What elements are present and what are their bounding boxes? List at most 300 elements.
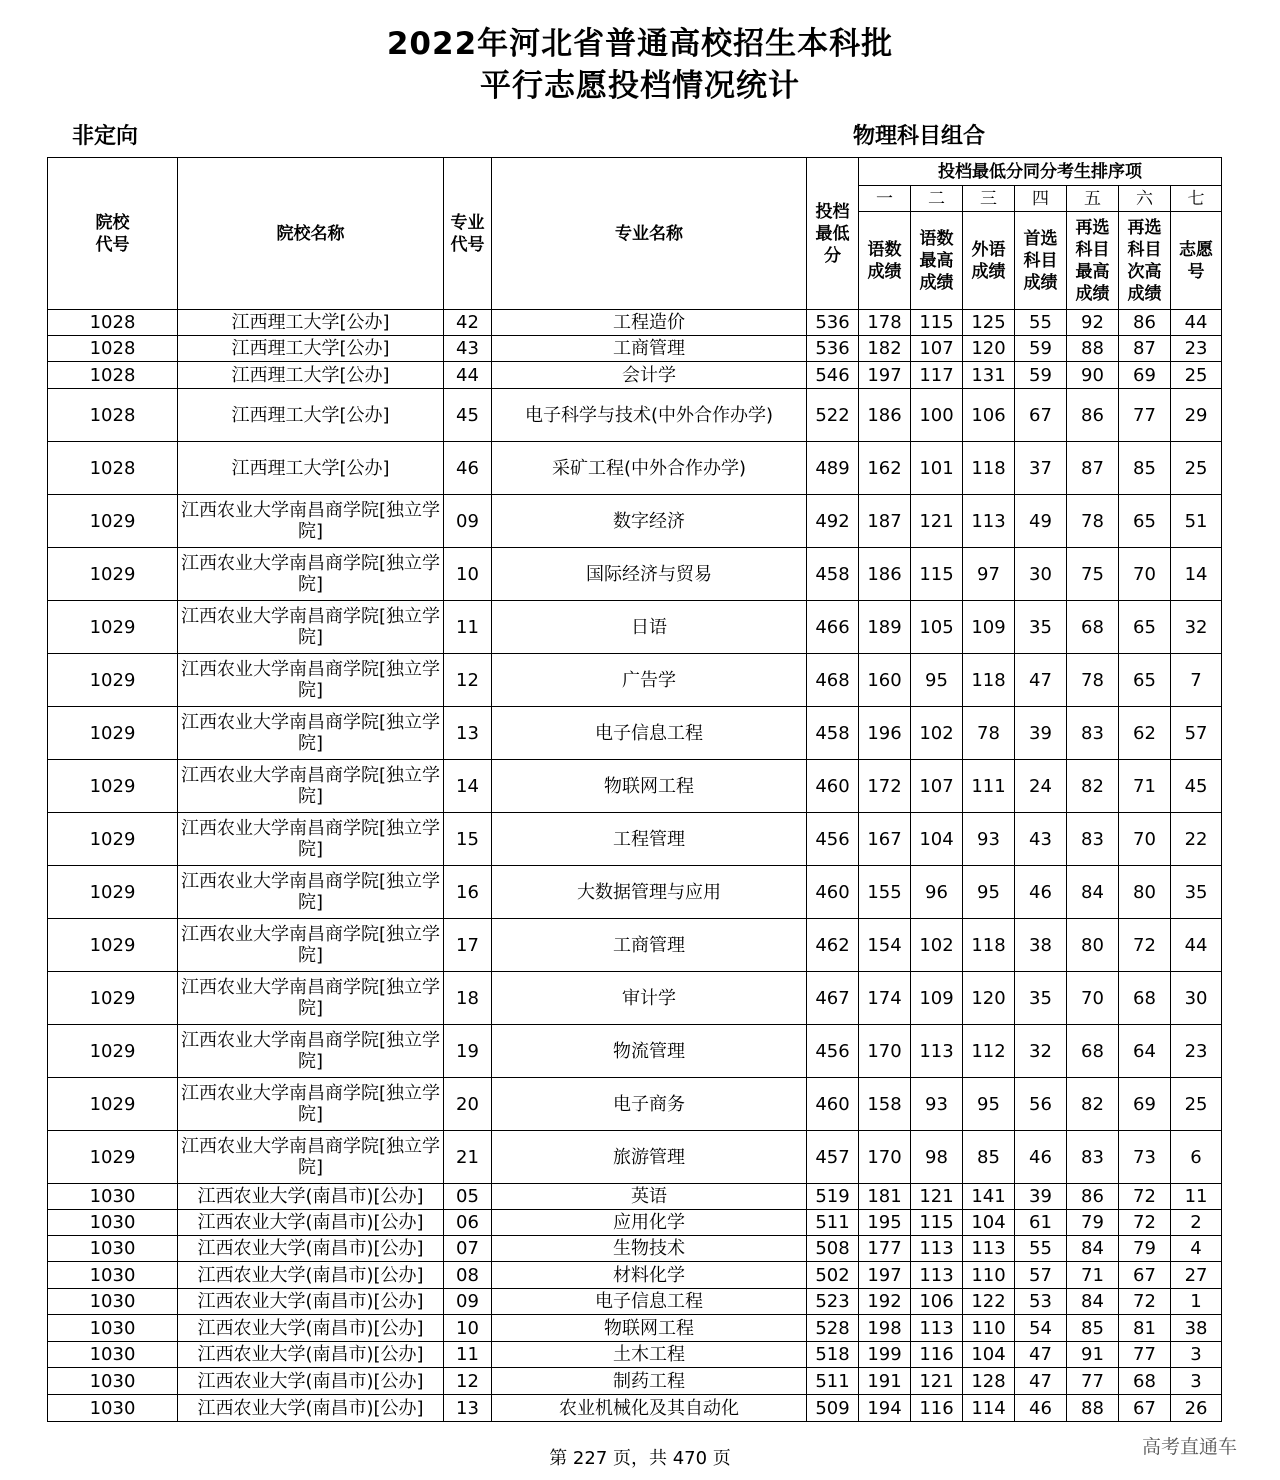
table-cell: 92 [1067, 310, 1119, 336]
page-subtitle: 平行志愿投档情况统计 [480, 68, 800, 104]
table-cell: 30 [1015, 548, 1067, 601]
table-cell: 12 [444, 654, 492, 707]
admission-table [47, 157, 1222, 1422]
table-cell: 09 [444, 495, 492, 548]
table-row [48, 919, 1222, 972]
table-cell: 170 [859, 1025, 911, 1078]
table-row [48, 1184, 1222, 1210]
table-cell: 115 [911, 548, 963, 601]
table-cell: 113 [963, 1236, 1015, 1262]
table-cell: 审计学 [492, 972, 807, 1025]
table-cell: 95 [911, 654, 963, 707]
table-cell: 13 [444, 1395, 492, 1422]
table-cell: 519 [807, 1184, 859, 1210]
table-cell: 115 [911, 1210, 963, 1236]
table-cell: 79 [1067, 1210, 1119, 1236]
table-cell: 14 [1171, 548, 1222, 601]
table-cell: 旅游管理 [492, 1131, 807, 1184]
table-cell: 45 [444, 389, 492, 442]
table-cell: 96 [911, 866, 963, 919]
table-cell: 江西农业大学(南昌市)[公办] [178, 1262, 444, 1289]
table-cell: 468 [807, 654, 859, 707]
table-cell: 186 [859, 389, 911, 442]
table-cell: 186 [859, 548, 911, 601]
table-cell: 118 [963, 442, 1015, 495]
table-cell: 1029 [48, 601, 178, 654]
table-cell: 07 [444, 1236, 492, 1262]
table-cell: 178 [859, 310, 911, 336]
table-cell: 121 [911, 495, 963, 548]
table-cell: 1029 [48, 813, 178, 866]
table-cell: 71 [1067, 1262, 1119, 1289]
table-cell: 江西农业大学南昌商学院[独立学院] [178, 601, 444, 654]
table-cell: 79 [1119, 1236, 1171, 1262]
table-cell: 电子信息工程 [492, 1289, 807, 1315]
table-cell: 87 [1119, 336, 1171, 362]
table-cell: 05 [444, 1184, 492, 1210]
table-cell: 141 [963, 1184, 1015, 1210]
table-cell: 536 [807, 336, 859, 362]
table-row [48, 813, 1222, 866]
table-cell: 数字经济 [492, 495, 807, 548]
table-row [48, 1315, 1222, 1342]
table-cell: 84 [1067, 866, 1119, 919]
table-cell: 1030 [48, 1342, 178, 1368]
table-cell: 1029 [48, 919, 178, 972]
table-cell: 1030 [48, 1395, 178, 1422]
table-cell: 工程造价 [492, 310, 807, 336]
table-cell: 72 [1119, 919, 1171, 972]
header-tiebreak-group: 投档最低分同分考生排序项 [859, 158, 1222, 186]
table-row [48, 442, 1222, 495]
table-cell: 68 [1119, 972, 1171, 1025]
table-cell: 162 [859, 442, 911, 495]
table-cell: 95 [963, 866, 1015, 919]
table-cell: 106 [963, 389, 1015, 442]
header-order-label: 四 [1015, 186, 1067, 212]
table-cell: 06 [444, 1210, 492, 1236]
table-cell: 39 [1015, 707, 1067, 760]
table-cell: 72 [1119, 1289, 1171, 1315]
table-cell: 109 [963, 601, 1015, 654]
table-cell: 104 [911, 813, 963, 866]
table-row [48, 495, 1222, 548]
table-cell: 44 [1171, 310, 1222, 336]
table-cell: 09 [444, 1289, 492, 1315]
table-cell: 江西农业大学南昌商学院[独立学院] [178, 760, 444, 813]
table-cell: 102 [911, 919, 963, 972]
table-cell: 1029 [48, 654, 178, 707]
table-cell: 65 [1119, 601, 1171, 654]
table-cell: 24 [1015, 760, 1067, 813]
table-cell: 11 [444, 601, 492, 654]
header-sub-label: 再选 科目 最高 成绩 [1067, 212, 1119, 310]
table-cell: 522 [807, 389, 859, 442]
table-row [48, 1078, 1222, 1131]
table-cell: 194 [859, 1395, 911, 1422]
table-cell: 113 [911, 1025, 963, 1078]
table-cell: 155 [859, 866, 911, 919]
table-cell: 生物技术 [492, 1236, 807, 1262]
table-cell: 104 [963, 1342, 1015, 1368]
table-cell: 546 [807, 362, 859, 389]
table-cell: 115 [911, 310, 963, 336]
table-cell: 170 [859, 1131, 911, 1184]
table-cell: 511 [807, 1210, 859, 1236]
table-cell: 85 [1119, 442, 1171, 495]
table-cell: 198 [859, 1315, 911, 1342]
table-cell: 1030 [48, 1236, 178, 1262]
table-cell: 177 [859, 1236, 911, 1262]
table-cell: 12 [444, 1368, 492, 1395]
table-cell: 10 [444, 548, 492, 601]
table-cell: 7 [1171, 654, 1222, 707]
table-cell: 38 [1015, 919, 1067, 972]
table-cell: 107 [911, 336, 963, 362]
page-number: 第 227 页，共 470 页 [549, 1448, 731, 1469]
table-row [48, 707, 1222, 760]
table-cell: 1029 [48, 548, 178, 601]
table-cell: 77 [1119, 389, 1171, 442]
table-cell: 17 [444, 919, 492, 972]
table-body [48, 310, 1222, 1422]
table-cell: 大数据管理与应用 [492, 866, 807, 919]
table-cell: 80 [1119, 866, 1171, 919]
table-cell: 85 [963, 1131, 1015, 1184]
subject-combination-label: 物理科目组合 [853, 124, 986, 149]
table-cell: 江西农业大学南昌商学院[独立学院] [178, 919, 444, 972]
table-cell: 日语 [492, 601, 807, 654]
table-cell: 44 [1171, 919, 1222, 972]
table-cell: 71 [1119, 760, 1171, 813]
table-cell: 20 [444, 1078, 492, 1131]
table-cell: 江西农业大学(南昌市)[公办] [178, 1184, 444, 1210]
table-cell: 1028 [48, 389, 178, 442]
table-cell: 江西理工大学[公办] [178, 389, 444, 442]
table-cell: 73 [1119, 1131, 1171, 1184]
table-cell: 174 [859, 972, 911, 1025]
table-cell: 83 [1067, 1131, 1119, 1184]
header-order-label: 三 [963, 186, 1015, 212]
category-label: 非定向 [72, 124, 139, 149]
header-major-name: 专业名称 [492, 158, 807, 310]
table-cell: 35 [1015, 601, 1067, 654]
table-cell: 1030 [48, 1289, 178, 1315]
table-cell: 69 [1119, 1078, 1171, 1131]
table-cell: 82 [1067, 1078, 1119, 1131]
table-cell: 88 [1067, 336, 1119, 362]
table-cell: 32 [1171, 601, 1222, 654]
header-school-name: 院校名称 [178, 158, 444, 310]
table-cell: 113 [963, 495, 1015, 548]
table-cell: 江西农业大学(南昌市)[公办] [178, 1315, 444, 1342]
table-row [48, 336, 1222, 362]
table-header [48, 158, 1222, 310]
table-cell: 49 [1015, 495, 1067, 548]
table-cell: 采矿工程(中外合作办学) [492, 442, 807, 495]
table-cell: 土木工程 [492, 1342, 807, 1368]
table-cell: 523 [807, 1289, 859, 1315]
table-cell: 10 [444, 1315, 492, 1342]
table-cell: 1028 [48, 336, 178, 362]
table-cell: 460 [807, 866, 859, 919]
table-cell: 128 [963, 1368, 1015, 1395]
table-cell: 43 [444, 336, 492, 362]
table-cell: 3 [1171, 1342, 1222, 1368]
table-cell: 江西农业大学(南昌市)[公办] [178, 1289, 444, 1315]
table-cell: 121 [911, 1184, 963, 1210]
table-cell: 25 [1171, 442, 1222, 495]
table-cell: 65 [1119, 495, 1171, 548]
table-cell: 物联网工程 [492, 760, 807, 813]
table-cell: 62 [1119, 707, 1171, 760]
table-cell: 江西农业大学南昌商学院[独立学院] [178, 866, 444, 919]
table-cell: 物联网工程 [492, 1315, 807, 1342]
table-cell: 68 [1067, 1025, 1119, 1078]
table-cell: 518 [807, 1342, 859, 1368]
table-cell: 456 [807, 1025, 859, 1078]
table-cell: 57 [1171, 707, 1222, 760]
table-cell: 458 [807, 548, 859, 601]
table-cell: 19 [444, 1025, 492, 1078]
table-cell: 78 [1067, 654, 1119, 707]
table-cell: 64 [1119, 1025, 1171, 1078]
table-cell: 1029 [48, 1078, 178, 1131]
table-cell: 55 [1015, 1236, 1067, 1262]
table-cell: 1030 [48, 1368, 178, 1395]
watermark: 高考直通车 [1142, 1436, 1238, 1458]
table-cell: 电子商务 [492, 1078, 807, 1131]
table-cell: 88 [1067, 1395, 1119, 1422]
table-cell: 187 [859, 495, 911, 548]
table-cell: 47 [1015, 1368, 1067, 1395]
table-cell: 105 [911, 601, 963, 654]
table-cell: 1029 [48, 1131, 178, 1184]
table-cell: 1028 [48, 442, 178, 495]
header-order-label: 六 [1119, 186, 1171, 212]
table-cell: 46 [1015, 1395, 1067, 1422]
table-cell: 46 [1015, 1131, 1067, 1184]
table-cell: 467 [807, 972, 859, 1025]
table-cell: 59 [1015, 362, 1067, 389]
table-cell: 100 [911, 389, 963, 442]
table-row [48, 972, 1222, 1025]
table-cell: 492 [807, 495, 859, 548]
table-cell: 102 [911, 707, 963, 760]
table-cell: 1029 [48, 707, 178, 760]
header-order-label: 五 [1067, 186, 1119, 212]
table-cell: 1030 [48, 1210, 178, 1236]
table-row [48, 1210, 1222, 1236]
table-cell: 32 [1015, 1025, 1067, 1078]
table-cell: 1028 [48, 310, 178, 336]
table-cell: 21 [444, 1131, 492, 1184]
header-sub-label: 志愿 号 [1171, 212, 1222, 310]
table-cell: 111 [963, 760, 1015, 813]
table-cell: 29 [1171, 389, 1222, 442]
table-cell: 78 [1067, 495, 1119, 548]
table-cell: 江西农业大学南昌商学院[独立学院] [178, 1131, 444, 1184]
table-cell: 江西农业大学南昌商学院[独立学院] [178, 707, 444, 760]
table-cell: 113 [911, 1315, 963, 1342]
table-cell: 43 [1015, 813, 1067, 866]
table-cell: 82 [1067, 760, 1119, 813]
table-cell: 14 [444, 760, 492, 813]
table-cell: 1029 [48, 760, 178, 813]
table-cell: 江西农业大学南昌商学院[独立学院] [178, 495, 444, 548]
table-row [48, 1289, 1222, 1315]
table-cell: 53 [1015, 1289, 1067, 1315]
table-cell: 27 [1171, 1262, 1222, 1289]
table-cell: 56 [1015, 1078, 1067, 1131]
table-cell: 江西农业大学南昌商学院[独立学院] [178, 548, 444, 601]
table-cell: 工程管理 [492, 813, 807, 866]
table-cell: 江西理工大学[公办] [178, 310, 444, 336]
table-cell: 458 [807, 707, 859, 760]
table-cell: 69 [1119, 362, 1171, 389]
table-cell: 江西农业大学南昌商学院[独立学院] [178, 813, 444, 866]
table-row [48, 1262, 1222, 1289]
table-cell: 13 [444, 707, 492, 760]
table-row [48, 310, 1222, 336]
table-cell: 508 [807, 1236, 859, 1262]
table-cell: 3 [1171, 1368, 1222, 1395]
table-cell: 117 [911, 362, 963, 389]
table-cell: 189 [859, 601, 911, 654]
table-cell: 44 [444, 362, 492, 389]
table-cell: 70 [1067, 972, 1119, 1025]
table-cell: 江西理工大学[公办] [178, 336, 444, 362]
table-cell: 109 [911, 972, 963, 1025]
table-cell: 材料化学 [492, 1262, 807, 1289]
table-cell: 江西理工大学[公办] [178, 442, 444, 495]
table-cell: 116 [911, 1395, 963, 1422]
table-cell: 08 [444, 1262, 492, 1289]
table-row [48, 1236, 1222, 1262]
table-cell: 120 [963, 972, 1015, 1025]
header-sub-label: 语数 最高 成绩 [911, 212, 963, 310]
table-cell: 2 [1171, 1210, 1222, 1236]
table-row [48, 1342, 1222, 1368]
table-cell: 67 [1015, 389, 1067, 442]
table-cell: 104 [963, 1210, 1015, 1236]
table-cell: 98 [911, 1131, 963, 1184]
table-cell: 528 [807, 1315, 859, 1342]
header-order-label: 一 [859, 186, 911, 212]
table-cell: 江西农业大学(南昌市)[公办] [178, 1342, 444, 1368]
table-cell: 489 [807, 442, 859, 495]
table-cell: 457 [807, 1131, 859, 1184]
table-cell: 江西理工大学[公办] [178, 362, 444, 389]
table-cell: 172 [859, 760, 911, 813]
table-cell: 67 [1119, 1262, 1171, 1289]
table-cell: 江西农业大学南昌商学院[独立学院] [178, 1025, 444, 1078]
table-cell: 72 [1119, 1210, 1171, 1236]
table-cell: 江西农业大学(南昌市)[公办] [178, 1368, 444, 1395]
table-cell: 118 [963, 919, 1015, 972]
table-cell: 55 [1015, 310, 1067, 336]
table-cell: 154 [859, 919, 911, 972]
table-cell: 158 [859, 1078, 911, 1131]
table-cell: 121 [911, 1368, 963, 1395]
table-cell: 47 [1015, 654, 1067, 707]
table-cell: 181 [859, 1184, 911, 1210]
table-cell: 1 [1171, 1289, 1222, 1315]
table-cell: 83 [1067, 813, 1119, 866]
table-cell: 122 [963, 1289, 1015, 1315]
table-cell: 23 [1171, 336, 1222, 362]
table-cell: 462 [807, 919, 859, 972]
table-cell: 物流管理 [492, 1025, 807, 1078]
table-cell: 192 [859, 1289, 911, 1315]
table-cell: 511 [807, 1368, 859, 1395]
table-cell: 广告学 [492, 654, 807, 707]
table-cell: 120 [963, 336, 1015, 362]
table-cell: 70 [1119, 813, 1171, 866]
table-cell: 118 [963, 654, 1015, 707]
table-cell: 1029 [48, 1025, 178, 1078]
table-cell: 81 [1119, 1315, 1171, 1342]
table-cell: 86 [1067, 1184, 1119, 1210]
table-cell: 77 [1119, 1342, 1171, 1368]
table-cell: 18 [444, 972, 492, 1025]
header-sub-label: 再选 科目 次高 成绩 [1119, 212, 1171, 310]
table-cell: 106 [911, 1289, 963, 1315]
table-cell: 87 [1067, 442, 1119, 495]
table-cell: 45 [1171, 760, 1222, 813]
table-cell: 37 [1015, 442, 1067, 495]
table-cell: 15 [444, 813, 492, 866]
table-cell: 116 [911, 1342, 963, 1368]
table-cell: 江西农业大学(南昌市)[公办] [178, 1210, 444, 1236]
table-cell: 131 [963, 362, 1015, 389]
table-cell: 70 [1119, 548, 1171, 601]
table-cell: 1030 [48, 1315, 178, 1342]
table-cell: 54 [1015, 1315, 1067, 1342]
table-cell: 75 [1067, 548, 1119, 601]
table-cell: 167 [859, 813, 911, 866]
table-cell: 68 [1119, 1368, 1171, 1395]
table-cell: 1029 [48, 866, 178, 919]
table-cell: 114 [963, 1395, 1015, 1422]
table-cell: 电子信息工程 [492, 707, 807, 760]
table-row [48, 1025, 1222, 1078]
table-cell: 工商管理 [492, 336, 807, 362]
table-cell: 江西农业大学南昌商学院[独立学院] [178, 1078, 444, 1131]
table-cell: 江西农业大学南昌商学院[独立学院] [178, 654, 444, 707]
table-cell: 95 [963, 1078, 1015, 1131]
header-order-label: 二 [911, 186, 963, 212]
table-cell: 536 [807, 310, 859, 336]
table-cell: 51 [1171, 495, 1222, 548]
table-cell: 196 [859, 707, 911, 760]
table-cell: 46 [1015, 866, 1067, 919]
table-row [48, 760, 1222, 813]
table-cell: 110 [963, 1315, 1015, 1342]
table-cell: 197 [859, 1262, 911, 1289]
header-major-code: 专业 代号 [444, 158, 492, 310]
table-cell: 1030 [48, 1184, 178, 1210]
table-cell: 182 [859, 336, 911, 362]
table-cell: 112 [963, 1025, 1015, 1078]
header-school-code: 院校 代号 [48, 158, 178, 310]
table-cell: 113 [911, 1236, 963, 1262]
table-row [48, 548, 1222, 601]
table-row [48, 1368, 1222, 1395]
table-cell: 应用化学 [492, 1210, 807, 1236]
table-cell: 25 [1171, 1078, 1222, 1131]
table-cell: 199 [859, 1342, 911, 1368]
